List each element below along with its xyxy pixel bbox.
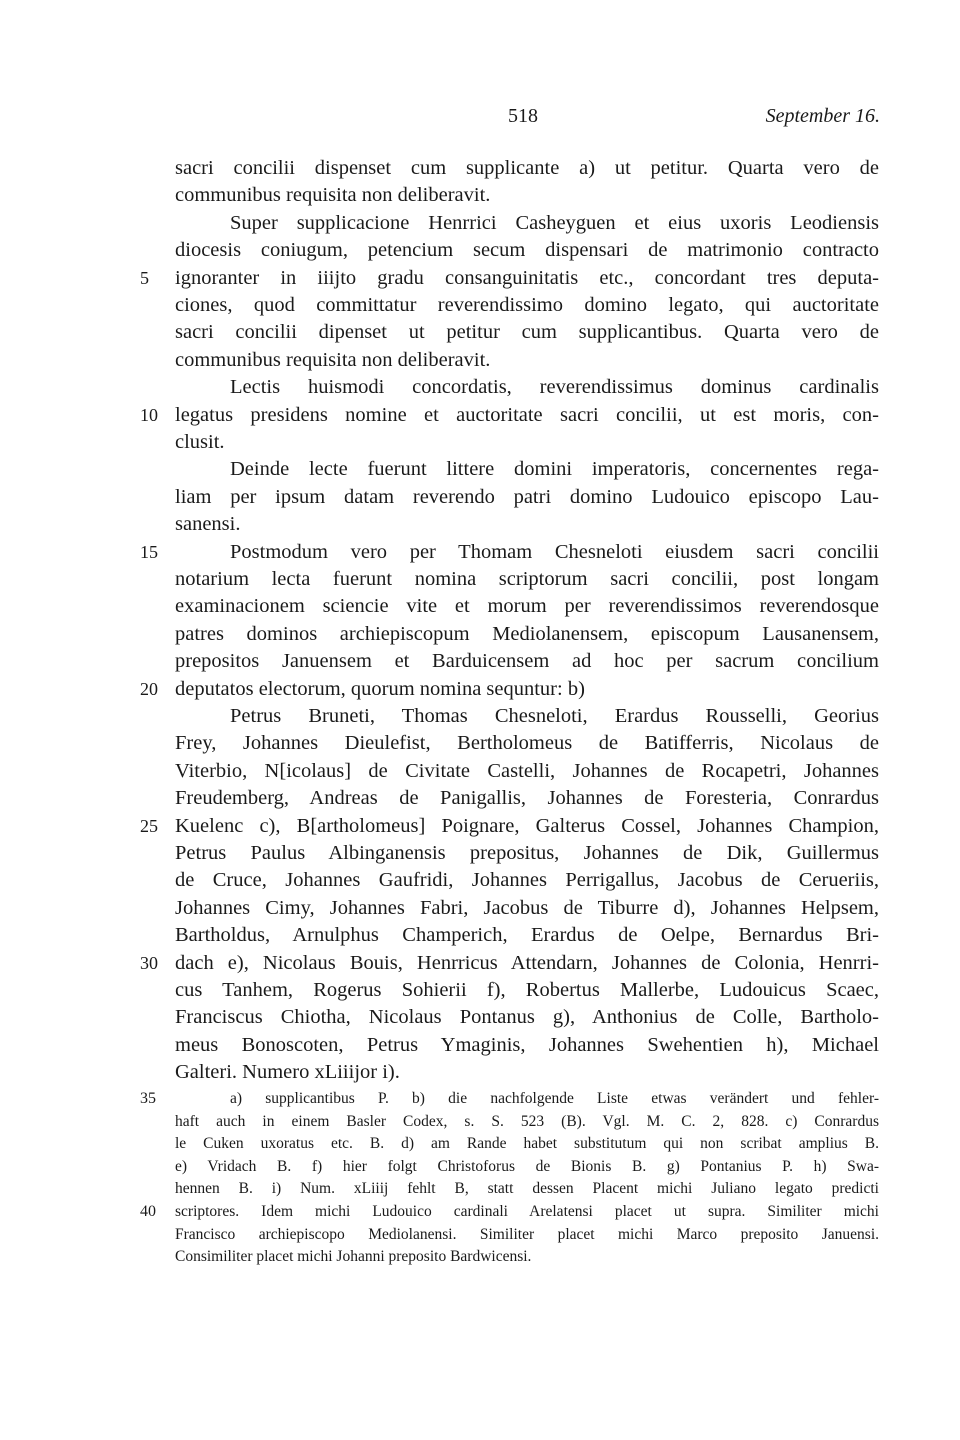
text-line: Kuelenc c), B[artholomeus] Poignare, Galterus Cossel, Johannes Champion, [175, 814, 879, 837]
text-line: sanensi. [175, 513, 241, 536]
footnote-line: a) supplicantibus P. b) die nachfolgende Liste etwas verändert und fehler- [230, 1090, 879, 1107]
footnote-line: Consimiliter placet michi Johanni preposito Bardwicensi. [175, 1248, 532, 1266]
text-line: Viterbio, N[icolaus] de Civitate Castelli, Johannes de Rocapetri, Johannes [175, 759, 879, 782]
text-line: Lectis huismodi concordatis, reverendissimus dominus cardinalis [230, 376, 879, 399]
text-line: ciones, quod committatur reverendissimo domino legato, qui auctoritate [175, 294, 879, 316]
footnote-line: Francisco archiepiscopo Mediolanensi. Similiter placet michi Marco preposito Januensi. [175, 1225, 879, 1243]
text-line: examinacionem sciencie vite et morum per reverendissimos reverendosque [175, 595, 879, 618]
line-number: 15 [140, 541, 158, 562]
footnote-line: scriptores. Idem michi Ludouico cardinali Arelatensi placet ut supra. Similiter michi [175, 1203, 879, 1220]
text-line: clusit. [175, 431, 225, 453]
text-line: sacri concilii dispenset cum supplicante a) ut petitur. Quarta vero de [175, 157, 879, 179]
text-line: Deinde lecte fuerunt littere domini imperatoris, concernentes rega- [230, 458, 879, 481]
text-line: communibus requisita non deliberavit. [175, 348, 491, 371]
text-line: Freudemberg, Andreas de Panigallis, Johannes de Foresteria, Conrardus [175, 787, 879, 810]
page-number: 518 [508, 105, 538, 127]
footnote-line: e) Vridach B. f) hier folgt Christoforus de Bionis B. g) Pontanius P. h) Swa- [175, 1157, 879, 1175]
line-number: 10 [140, 404, 158, 425]
text-line: de Cruce, Johannes Gaufridi, Johannes Perrigallus, Jacobus de Cerueriis, [175, 869, 879, 892]
text-line: liam per ipsum datam reverendo patri domino Ludouico episcopo Lau- [175, 485, 879, 508]
text-line: deputatos electorum, quorum nomina sequntur: b) [175, 677, 585, 700]
line-number: 5 [140, 267, 149, 288]
text-line: prepositos Januensem et Barduicensem ad hoc per sacrum concilium [175, 650, 879, 673]
text-line: dach e), Nicolaus Bouis, Henrricus Attendarn, Johannes de Colonia, Henrri- [175, 951, 879, 974]
text-line: Bartholdus, Arnulphus Champerich, Erardus de Oelpe, Bernardus Bri- [175, 924, 879, 947]
line-number: 20 [140, 678, 158, 699]
text-line: ignoranter in iiijto gradu consanguinitatis etc., concordant tres deputa- [175, 266, 879, 289]
text-line: diocesis coniugum, petencium secum dispensari de matrimonio contracto [175, 239, 879, 262]
footnote-line-number: 40 [140, 1203, 156, 1220]
footnote-line: le Cuken uxoratus etc. B. d) am Rande habet substitutum qui non scribat amplius B. [175, 1135, 879, 1153]
text-line: cus Tanhem, Rogerus Sohierii f), Robertus Mallerbe, Ludouicus Scaec, [175, 979, 879, 1001]
text-line: communibus requisita non deliberavit. [175, 184, 491, 207]
text-line: Super supplicacione Henrrici Casheyguen et eius uxoris Leodiensis [230, 211, 879, 234]
line-number: 30 [140, 952, 158, 973]
text-line: Postmodum vero per Thomam Chesneloti eiusdem sacri concilii [230, 540, 879, 563]
text-line: meus Bonoscoten, Petrus Ymaginis, Johannes Swehentien h), Michael [175, 1033, 879, 1056]
text-line: Frey, Johannes Dieulefist, Bertholomeus de Batifferris, Nicolaus de [175, 732, 879, 755]
running-header-date: September 16. [765, 105, 880, 127]
text-line: Franciscus Chiotha, Nicolaus Pontanus g), Anthonius de Colle, Bartholo- [175, 1006, 879, 1029]
footnote-line-number: 35 [140, 1090, 156, 1107]
line-number: 25 [140, 815, 158, 836]
footnote-line: haft auch in einem Basler Codex, s. S. 523 (B). Vgl. M. C. 2, 828. c) Conrardus [175, 1112, 879, 1130]
text-line: legatus presidens nomine et auctoritate sacri concilii, ut est moris, con- [175, 403, 879, 426]
text-line: Petrus Paulus Albinganensis prepositus, Johannes de Dik, Guillermus [175, 842, 879, 864]
text-line: patres dominos archiepiscopum Mediolanensem, episcopum Lausanensem, [175, 622, 879, 645]
text-line: Petrus Bruneti, Thomas Chesneloti, Erardus Rousselli, Georius [230, 705, 879, 727]
text-line: Johannes Cimy, Johannes Fabri, Jacobus de Tiburre d), Johannes Helpsem, [175, 896, 879, 919]
footnote-line: hennen B. i) Num. xLiiij fehlt B, statt dessen Placent michi Juliano legato predicti [175, 1180, 879, 1198]
text-line: Galteri. Numero xLiiijor i). [175, 1061, 400, 1084]
text-line: sacri concilii dipenset ut petitur cum supplicantibus. Quarta vero de [175, 321, 879, 344]
text-line: notarium lecta fuerunt nomina scriptorum sacri concilii, post longam [175, 568, 879, 590]
